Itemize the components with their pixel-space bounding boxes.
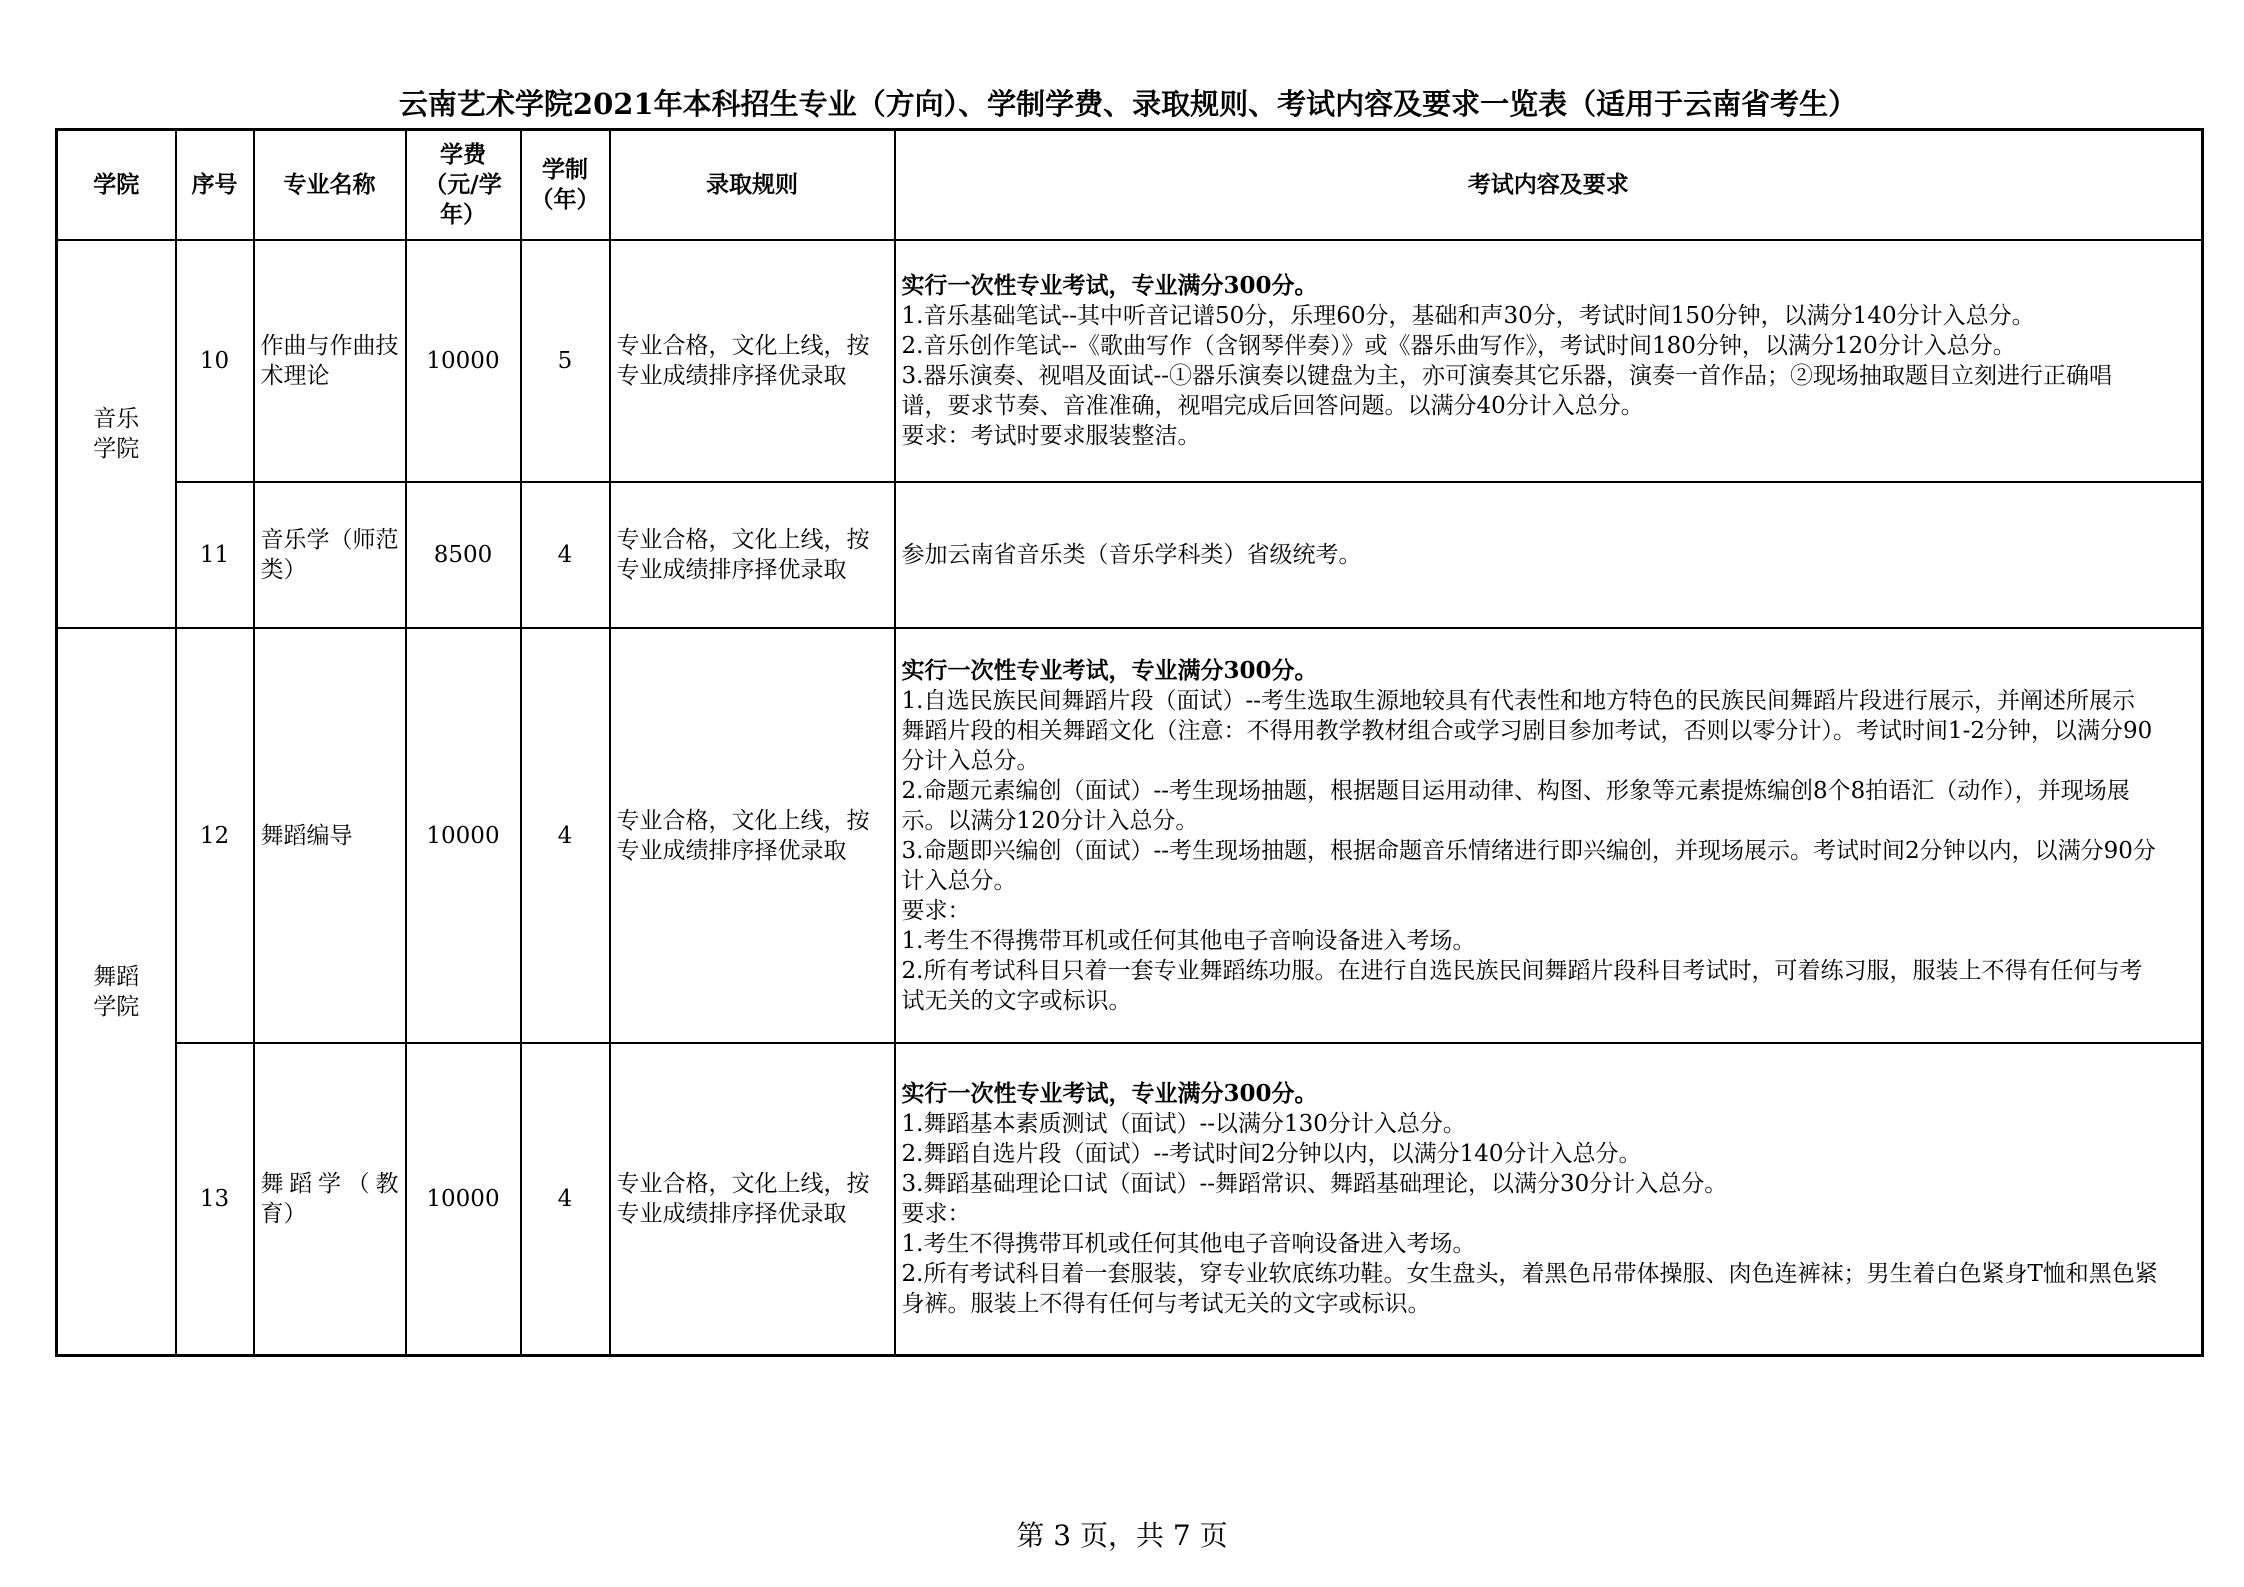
rule-line: 专业成绩排序择优录取 <box>616 837 847 864</box>
exam-line: 1.考生不得携带耳机或任何其他电子音响设备进入考场。 <box>901 1231 1476 1257</box>
years-cell: 4 <box>521 482 610 628</box>
fee-cell: 10000 <box>406 240 521 482</box>
table-row <box>57 1043 2203 1356</box>
page-number-footer: 第 3 页，共 7 页 <box>1016 1519 1228 1552</box>
exam-line: 要求： <box>901 897 971 924</box>
rule-line: 专业成绩排序择优录取 <box>616 1201 847 1227</box>
table-row <box>57 628 2203 1043</box>
exam-line: 分计入总分。 <box>901 747 1040 774</box>
header-exam: 考试内容及要求 <box>895 130 2203 241</box>
major-cell <box>254 240 406 482</box>
header-years <box>521 130 610 241</box>
major-cell <box>254 628 406 1043</box>
header-seq: 序号 <box>176 130 254 241</box>
table-row <box>57 482 2203 628</box>
seq-cell: 12 <box>176 628 254 1043</box>
years-cell: 5 <box>521 240 610 482</box>
fee-cell: 10000 <box>406 628 521 1043</box>
exam-line: 2.所有考试科目只着一套专业舞蹈练功服。在进行自选民族民间舞蹈片段科目考试时，可着练习服，服装上不得有任何与考 <box>901 957 2143 984</box>
exam-cell <box>895 628 2203 1043</box>
exam-cell <box>895 482 2203 628</box>
exam-line: 3.器乐演奏、视唱及面试--①器乐演奏以键盘为主，亦可演奏其它乐器，演奏一首作品；②现场抽取题目立刻进行正确唱 <box>901 363 2112 389</box>
exam-line: 参加云南省音乐类（音乐学科类）省级统考。 <box>901 542 1362 568</box>
header-years-line: （年） <box>530 186 600 213</box>
fee-cell: 10000 <box>406 1043 521 1356</box>
exam-line: 身裤。服装上不得有任何与考试无关的文字或标识。 <box>901 1291 1431 1317</box>
major-line: 音乐学（师范 <box>260 527 399 553</box>
rule-line: 专业合格，文化上线，按 <box>616 333 870 359</box>
exam-line: 2.命题元素编创（面试）--考生现场抽题，根据题目运用动律、构图、形象等元素提炼编创8个8拍语汇（动作），并现场展 <box>901 777 2130 804</box>
header-fee-line: 学费 <box>440 141 486 168</box>
exam-line: 2.所有考试科目着一套服装，穿专业软底练功鞋。女生盘头，着黑色吊带体操服、肉色连裤袜；男生着白色紧身T恤和黑色紧 <box>901 1261 2158 1287</box>
exam-line: 3.命题即兴编创（面试）--考生现场抽题，根据命题音乐情绪进行即兴编创，并现场展示。考试时间2分钟以内，以满分90分 <box>901 837 2156 864</box>
rule-cell <box>610 628 895 1043</box>
college-cell-dance <box>57 628 176 1356</box>
major-line: 舞蹈编导 <box>260 822 353 849</box>
rule-line: 专业成绩排序择优录取 <box>616 557 847 583</box>
header-college: 学院 <box>57 130 176 241</box>
exam-line: 1.考生不得携带耳机或任何其他电子音响设备进入考场。 <box>901 927 1476 954</box>
exam-line: 试无关的文字或标识。 <box>901 987 1132 1014</box>
header-fee-line: 年） <box>440 201 486 228</box>
exam-line: 实行一次性专业考试，专业满分300分。 <box>901 272 1318 299</box>
major-line: 育） <box>260 1201 307 1227</box>
major-cell <box>254 1043 406 1356</box>
major-cell <box>254 482 406 628</box>
header-fee <box>406 130 521 241</box>
exam-line: 实行一次性专业考试，专业满分300分。 <box>901 656 1318 684</box>
admission-table <box>55 128 2204 1357</box>
exam-line: 示。以满分120分计入总分。 <box>901 807 1199 834</box>
major-line: 术理论 <box>260 363 330 389</box>
rule-line: 专业合格，文化上线，按 <box>616 527 870 553</box>
college-name-line: 音乐 <box>93 406 140 432</box>
major-line: 舞蹈学（教 <box>260 1171 399 1197</box>
exam-cell <box>895 240 2203 482</box>
rule-cell <box>610 240 895 482</box>
college-cell-music <box>57 240 176 628</box>
table-row <box>57 240 2203 482</box>
fee-cell: 8500 <box>406 482 521 628</box>
rule-line: 专业合格，文化上线，按 <box>616 807 870 834</box>
exam-line: 1.自选民族民间舞蹈片段（面试）--考生选取生源地较具有代表性和地方特色的民族民间舞蹈片段进行展示，并阐述所展示 <box>901 687 2135 714</box>
rule-line: 专业成绩排序择优录取 <box>616 363 847 389</box>
exam-line: 2.舞蹈自选片段（面试）--考试时间2分钟以内，以满分140分计入总分。 <box>901 1141 1642 1167</box>
exam-line: 要求： <box>901 1201 971 1227</box>
exam-line: 1.舞蹈基本素质测试（面试）--以满分130分计入总分。 <box>901 1111 1466 1137</box>
exam-line: 谱，要求节奏、音准准确，视唱完成后回答问题。以满分40分计入总分。 <box>901 393 1644 419</box>
exam-line: 计入总分。 <box>901 867 1017 894</box>
exam-line: 要求：考试时要求服装整洁。 <box>901 423 1201 449</box>
exam-line: 3.舞蹈基础理论口试（面试）--舞蹈常识、舞蹈基础理论，以满分30分计入总分。 <box>901 1171 1728 1197</box>
header-major: 专业名称 <box>254 130 406 241</box>
exam-cell <box>895 1043 2203 1356</box>
seq-cell: 13 <box>176 1043 254 1356</box>
rule-cell <box>610 482 895 628</box>
header-row <box>57 130 2203 241</box>
exam-line: 1.音乐基础笔试--其中听音记谱50分，乐理60分，基础和声30分，考试时间150分钟，以满分140分计入总分。 <box>901 303 2035 329</box>
exam-line: 2.音乐创作笔试--《歌曲写作（含钢琴伴奏）》或《器乐曲写作》，考试时间180分钟，以满分120分计入总分。 <box>901 333 2016 359</box>
seq-cell: 10 <box>176 240 254 482</box>
rule-line: 专业合格，文化上线，按 <box>616 1171 870 1197</box>
header-years-line: 学制 <box>542 156 588 183</box>
rule-cell <box>610 1043 895 1356</box>
exam-line: 实行一次性专业考试，专业满分300分。 <box>901 1080 1318 1107</box>
page-title: 云南艺术学院2021年本科招生专业（方向）、学制学费、录取规则、考试内容及要求一览表（适用于云南省考生） <box>398 87 1858 121</box>
college-name-line: 舞蹈 <box>93 963 140 990</box>
header-rule: 录取规则 <box>610 130 895 241</box>
major-line: 作曲与作曲技 <box>260 333 399 359</box>
exam-line: 舞蹈片段的相关舞蹈文化（注意：不得用教学教材组合或学习剧目参加考试，否则以零分计）。考试时间1-2分钟，以满分90 <box>901 717 2153 744</box>
years-cell: 4 <box>521 1043 610 1356</box>
header-fee-line: （元/学 <box>424 171 502 198</box>
college-name-line: 学院 <box>93 436 140 462</box>
major-line: 类） <box>260 557 307 583</box>
years-cell: 4 <box>521 628 610 1043</box>
seq-cell: 11 <box>176 482 254 628</box>
college-name-line: 学院 <box>93 993 140 1020</box>
